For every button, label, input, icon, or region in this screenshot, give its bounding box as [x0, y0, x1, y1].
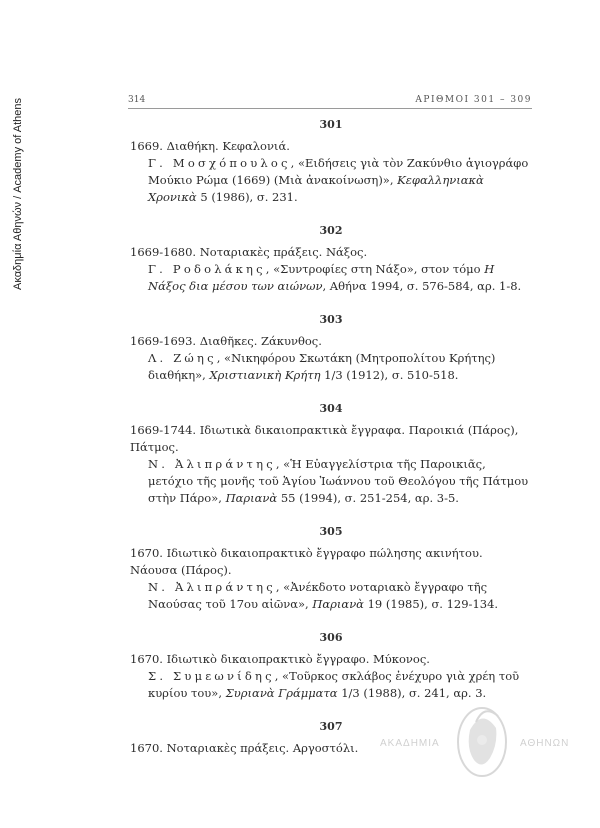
citation-author: Λ. Ζώης: [148, 351, 217, 365]
citation-text: , «Ειδήσεις γιὰ τὸν Ζακύνθιο ἁγιογράφο Μούκιο Ρώμα (1669) (Μιὰ ἀνακοίνωση)»,: [148, 156, 529, 187]
entry-heading: 1669. Διαθήκη. Κεφαλονιά.: [130, 139, 290, 153]
citation-details: 55 (1994), σ. 251-254, αρ. 3-5.: [277, 491, 459, 505]
citation-text: , «Ἀνέκδοτο νοταριακὸ ἔγγραφο τῆς Ναούσας τοῦ 17ου αἰῶνα»,: [148, 580, 488, 611]
citation-journal: Κεφαλληνιακὰ Χρονικὰ: [148, 173, 484, 204]
archive-side-stamp: [12, 30, 26, 290]
entry-heading: 1669-1693. Διαθῆκες. Ζάκυνθος.: [130, 334, 322, 348]
citation-text: , «Τοῦρκος σκλάβος ἐνέχυρο γιὰ χρέη τοῦ κυρίου του»,: [148, 669, 520, 700]
entry-number: 305: [319, 525, 343, 538]
entry-citation: [130, 579, 532, 613]
entry-306: [130, 631, 532, 702]
entry-citation: [130, 155, 532, 206]
citation-details: 5 (1986), σ. 231.: [196, 190, 298, 204]
citation-text: , «Νικηφόρου Σκωτάκη (Μητροπολίτου Κρήτης) διαθήκη»,: [148, 351, 496, 382]
entry-number: 306: [319, 631, 343, 644]
entry-citation: [130, 350, 532, 384]
entry-304: [130, 402, 532, 507]
entry-number: 302: [319, 224, 343, 237]
citation-journal: Παριανὰ: [312, 597, 364, 611]
entry-citation: [130, 668, 532, 702]
entry-305: [130, 525, 532, 613]
citation-details: 1/3 (1912), σ. 510-518.: [320, 368, 459, 382]
running-title: ΑΡΙΘΜΟΙ 301 – 309: [415, 95, 532, 105]
running-header: [128, 95, 532, 109]
citation-author: Ν. Ἀλιπράντης: [148, 580, 276, 594]
entry-heading: 1669-1744. Ιδιωτικὰ δικαιοπρακτικὰ ἔγγραφα. Παροικιά (Πάρος), Πάτμος.: [130, 423, 519, 454]
citation-journal: Χριστιανικὴ Κρήτη: [209, 368, 321, 382]
entry-heading: 1670. Ιδιωτικὸ δικαιοπρακτικὸ ἔγγραφο. Μύκονος.: [130, 652, 430, 666]
citation-text: , «Συντροφίες στη Νάξο», στον τόμο: [265, 262, 485, 276]
citation-journal: Παριανὰ: [225, 491, 278, 505]
citation-author: Γ. Μοσχόπουλος: [148, 156, 291, 170]
entry-heading: 1670. Νοταριακὲς πράξεις. Αργοστόλι.: [130, 741, 359, 755]
entry-number: 307: [319, 720, 343, 733]
watermark-text-left: ΑΚΑΔΗΜΙΑ: [380, 738, 440, 749]
citation-journal: Η Νάξος δια μέσου των αιώνων: [148, 262, 495, 293]
watermark-text-right: ΑΘΗΝΩΝ: [520, 738, 570, 749]
entry-number: 301: [319, 118, 343, 131]
entry-number: 304: [319, 402, 343, 415]
citation-details: 1/3 (1988), σ. 241, αρ. 3.: [337, 686, 487, 700]
citation-author: Σ. Συμεωνίδης: [148, 669, 275, 683]
citation-author: Ν. Ἀλιπράντης: [148, 457, 276, 471]
entries-list: [130, 118, 532, 757]
entry-302: [130, 224, 532, 295]
citation-text: , «Ἡ Εὐαγγελίστρια τῆς Παροικιᾶς, μετόχιο τῆς μονῆς τοῦ Ἁγίου Ἰωάννου τοῦ Θεολόγου τῆς Πάτμου στὴν Πάρο»,: [148, 457, 529, 505]
athena-emblem-icon: [452, 700, 512, 790]
entry-301: [130, 118, 532, 206]
entry-citation: [130, 261, 532, 295]
citation-author: Γ. Ροδολάκης: [148, 262, 266, 276]
citation-details: 19 (1985), σ. 129-134.: [363, 597, 499, 611]
citation-journal: Συριανὰ Γράμματα: [225, 686, 338, 700]
entry-heading: 1669-1680. Νοταριακὲς πράξεις. Νάξος.: [130, 245, 368, 259]
academy-watermark: [380, 700, 580, 810]
entry-heading: 1670. Ιδιωτικὸ δικαιοπρακτικὸ ἔγγραφο πώλησης ακινήτου. Νάουσα (Πάρος).: [130, 546, 483, 577]
entry-number: 303: [319, 313, 343, 326]
archive-side-stamp-text: Ακαδημία Αθηνών / Academy of Athens: [12, 97, 24, 290]
entry-303: [130, 313, 532, 384]
entry-citation: [130, 456, 532, 507]
header-rule: [128, 108, 532, 109]
page-number: 314: [128, 95, 146, 105]
citation-details: , Αθήνα 1994, σ. 576-584, αρ. 1-8.: [322, 279, 522, 293]
